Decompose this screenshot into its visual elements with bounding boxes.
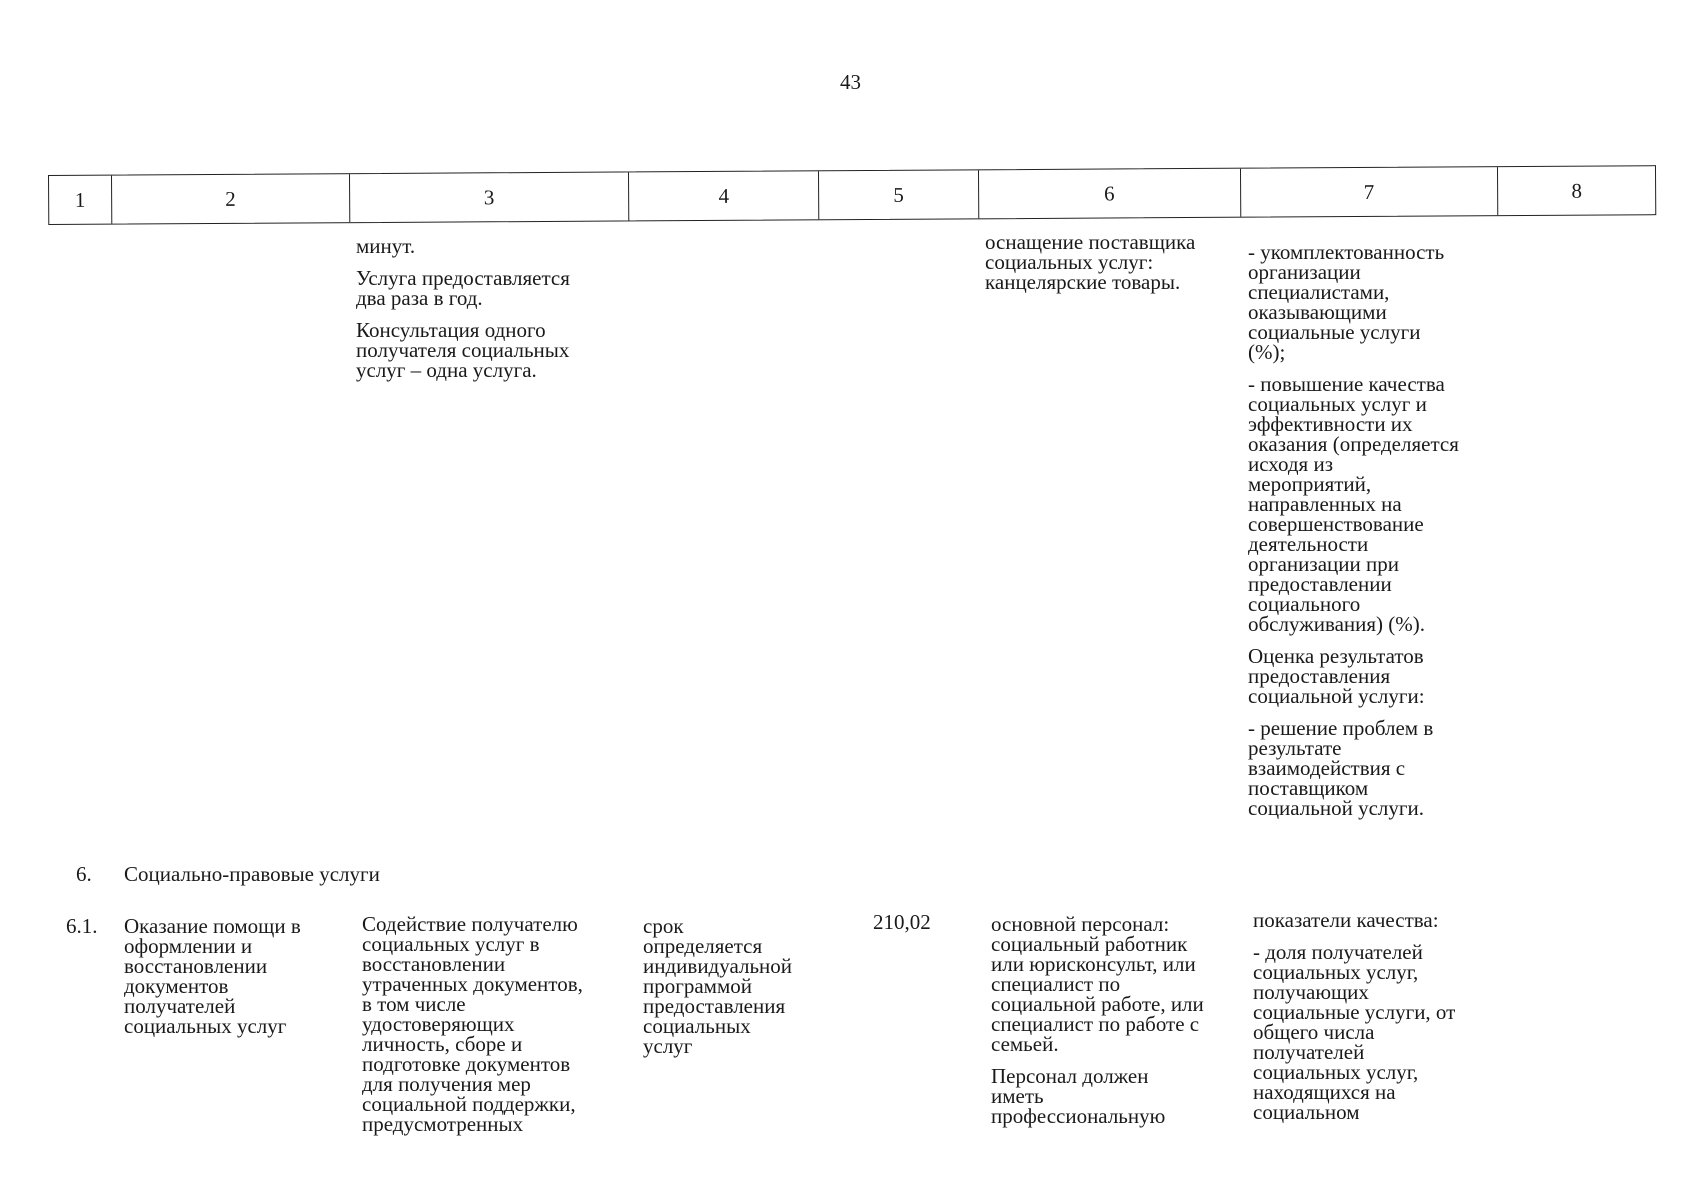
cell-row-col5-price: 210,02 bbox=[873, 910, 931, 934]
text-line: в том числе bbox=[362, 992, 466, 1016]
text-line: услуг bbox=[643, 1034, 693, 1058]
text-line: получателей bbox=[1253, 1040, 1365, 1064]
text-line: предоставления bbox=[1248, 664, 1391, 688]
text-line: специалистами, bbox=[1248, 280, 1390, 304]
text-line: результате bbox=[1248, 736, 1342, 760]
text-line: обслуживания) (%). bbox=[1248, 612, 1426, 636]
text-line: восстановлении bbox=[124, 954, 268, 978]
cell-row-col7 bbox=[1253, 910, 1455, 1122]
text-line: организации bbox=[1248, 260, 1361, 284]
header-col-4: 4 bbox=[629, 171, 819, 220]
text-line: подготовке документов bbox=[362, 1052, 571, 1076]
text-line: - решение проблем в bbox=[1248, 716, 1434, 740]
paragraph bbox=[1253, 942, 1455, 1122]
section-number: 6. bbox=[76, 862, 92, 886]
text-line: Содействие получателю bbox=[362, 912, 578, 936]
text-line: социальных услуг в bbox=[362, 932, 540, 956]
header-col-2: 2 bbox=[112, 174, 350, 223]
text-line: совершенствование bbox=[1248, 512, 1424, 536]
text-line: социальной услуги. bbox=[1248, 796, 1424, 820]
text-line: семьей. bbox=[991, 1032, 1059, 1056]
header-col-1: 1 bbox=[49, 176, 112, 224]
row-number: 6.1. bbox=[66, 914, 98, 938]
text-line: находящихся на bbox=[1253, 1080, 1396, 1104]
paragraph bbox=[991, 1066, 1204, 1126]
text-line: социального bbox=[1248, 592, 1361, 616]
text-line: (%); bbox=[1248, 340, 1286, 364]
text-line: социальные услуги bbox=[1248, 320, 1421, 344]
text-line: предоставлении bbox=[1248, 572, 1392, 596]
text-line: социальных bbox=[643, 1014, 751, 1038]
table-header-row bbox=[48, 165, 1656, 225]
text-line: или юрисконсульт, или bbox=[991, 952, 1196, 976]
text-line: документов bbox=[124, 974, 229, 998]
text-line: оказания (определяется bbox=[1248, 432, 1459, 456]
paragraph bbox=[356, 268, 570, 308]
paragraph bbox=[1253, 910, 1455, 930]
header-col-5: 5 bbox=[819, 170, 979, 219]
text-line: эффективности их bbox=[1248, 412, 1413, 436]
text-line: утраченных документов, bbox=[362, 972, 583, 996]
header-col-8: 8 bbox=[1571, 178, 1583, 203]
paragraph bbox=[1248, 242, 1459, 362]
paragraph bbox=[1248, 374, 1459, 634]
cell-top-col3 bbox=[356, 236, 570, 380]
paragraph bbox=[991, 914, 1204, 1054]
text-line: личность, сборе и bbox=[362, 1032, 523, 1056]
text-line: два раза в год. bbox=[356, 286, 483, 310]
cell-row-col6 bbox=[991, 914, 1204, 1126]
text-line: показатели качества: bbox=[1253, 908, 1439, 932]
text-line: социальных услуг bbox=[124, 1014, 287, 1038]
paragraph bbox=[356, 320, 570, 380]
header-col-3: 3 bbox=[350, 172, 630, 222]
text-line: иметь bbox=[991, 1084, 1044, 1108]
text-line: минут. bbox=[356, 234, 416, 258]
text-line: индивидуальной bbox=[643, 954, 792, 978]
text-line: социальных услуг, bbox=[1253, 1060, 1419, 1084]
page-number: 43 bbox=[840, 70, 861, 94]
text-line: социальный работник bbox=[991, 932, 1188, 956]
text-line: специалист по работе с bbox=[991, 1012, 1200, 1036]
text-line: социальных услуг и bbox=[1248, 392, 1427, 416]
text-line: деятельности bbox=[1248, 532, 1369, 556]
text-line: социальной услуги: bbox=[1248, 684, 1425, 708]
text-line: оказывающими bbox=[1248, 300, 1387, 324]
text-line: Оценка результатов bbox=[1248, 644, 1424, 668]
text-line: социальных услуг: bbox=[985, 250, 1154, 274]
text-line: социальной поддержки, bbox=[362, 1092, 576, 1116]
text-line: услуг – одна услуга. bbox=[356, 358, 537, 382]
text-line: предоставления bbox=[643, 994, 786, 1018]
cell-row-col4 bbox=[643, 916, 792, 1056]
text-line: профессиональную bbox=[991, 1104, 1166, 1128]
cell-row-col3 bbox=[362, 914, 583, 1134]
text-line: Услуга предоставляется bbox=[356, 266, 570, 290]
header-col-6: 6 bbox=[979, 169, 1241, 219]
paragraph bbox=[1248, 718, 1459, 818]
cell-top-col6 bbox=[985, 232, 1195, 292]
text-line: для получения мер bbox=[362, 1072, 531, 1096]
text-line: - повышение качества bbox=[1248, 372, 1445, 396]
text-line: социальные услуги, от bbox=[1253, 1000, 1456, 1024]
text-line: программой bbox=[643, 974, 752, 998]
text-line: получающих bbox=[1253, 980, 1369, 1004]
text-line: оформлении и bbox=[124, 934, 253, 958]
header-col-7: 7 bbox=[1240, 167, 1498, 217]
text-line: поставщиком bbox=[1248, 776, 1369, 800]
text-line: определяется bbox=[643, 934, 763, 958]
text-line: срок bbox=[643, 914, 684, 938]
text-line: Персонал должен bbox=[991, 1064, 1149, 1088]
text-line: исходя из bbox=[1248, 452, 1334, 476]
text-line: Оказание помощи в bbox=[124, 914, 301, 938]
text-line: основной персонал: bbox=[991, 912, 1170, 936]
text-line: социальном bbox=[1253, 1100, 1360, 1124]
text-line: организации при bbox=[1248, 552, 1399, 576]
text-line: взаимодействия с bbox=[1248, 756, 1406, 780]
text-line: получателей bbox=[124, 994, 236, 1018]
text-line: социальной работе, или bbox=[991, 992, 1204, 1016]
text-line: социальных услуг, bbox=[1253, 960, 1419, 984]
text-line: направленных на bbox=[1248, 492, 1402, 516]
text-line: канцелярские товары. bbox=[985, 270, 1181, 294]
text-line: оснащение поставщика bbox=[985, 230, 1196, 254]
text-line: - укомплектованность bbox=[1248, 240, 1445, 264]
paragraph bbox=[356, 236, 570, 256]
text-line: общего числа bbox=[1253, 1020, 1375, 1044]
paragraph bbox=[1248, 646, 1459, 706]
cell-top-col7 bbox=[1248, 242, 1459, 818]
text-line: мероприятий, bbox=[1248, 472, 1372, 496]
cell-row-col2 bbox=[124, 916, 301, 1036]
text-line: Консультация одного bbox=[356, 318, 546, 342]
section-title: Социально-правовые услуги bbox=[124, 862, 380, 886]
text-line: удостоверяющих bbox=[362, 1012, 515, 1036]
text-line: получателя социальных bbox=[356, 338, 570, 362]
text-line: предусмотренных bbox=[362, 1112, 524, 1136]
text-line: восстановлении bbox=[362, 952, 506, 976]
text-line: - доля получателей bbox=[1253, 940, 1423, 964]
text-line: специалист по bbox=[991, 972, 1121, 996]
